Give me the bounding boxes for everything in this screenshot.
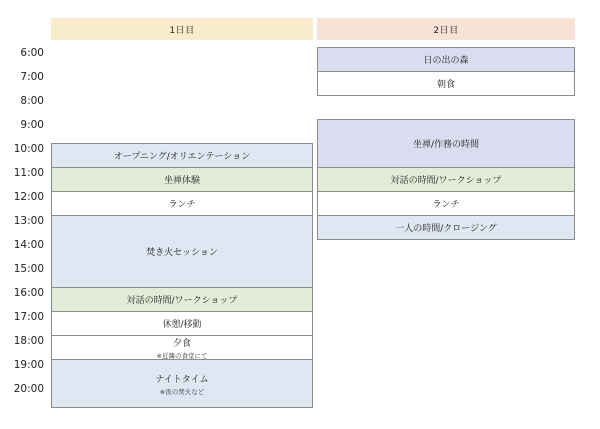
event-title: 対話の時間/ワークショップ <box>390 176 502 186</box>
time-label: 8:00 <box>20 95 44 107</box>
event-title: オープニング/オリエンテーション <box>113 152 251 162</box>
event-title: 焚き火セッション <box>146 248 218 258</box>
event-title: 坐禅/作務の時間 <box>412 140 480 150</box>
day1-header <box>51 18 313 40</box>
event-title: 日の出の森 <box>423 56 469 66</box>
time-label: 11:00 <box>13 167 44 179</box>
day1-event-break[interactable] <box>51 311 313 336</box>
time-label: 10:00 <box>13 143 44 155</box>
time-label: 15:00 <box>13 263 44 275</box>
day1-event-lunch[interactable] <box>51 191 313 216</box>
day2-event-breakfast[interactable] <box>317 71 575 96</box>
event-title: 休憩/移動 <box>162 320 202 330</box>
event-note: ※夜の焚火など <box>159 387 205 396</box>
day1-event-dinner[interactable] <box>51 335 313 360</box>
day1-event-workshop[interactable] <box>51 287 313 312</box>
day1-event-nighttime[interactable] <box>51 359 313 408</box>
event-title: 坐禅体験 <box>163 176 200 186</box>
day2-event-closing[interactable] <box>317 215 575 240</box>
day2-header <box>317 18 575 40</box>
event-title: 対話の時間/ワークショップ <box>126 296 238 306</box>
day2-label: 2日目 <box>433 25 459 36</box>
day1-event-bonfire-session[interactable] <box>51 215 313 288</box>
time-label: 7:00 <box>20 71 44 83</box>
day1-label: 1日目 <box>169 25 195 36</box>
day1-event-opening[interactable] <box>51 143 313 168</box>
event-note: ※近隣の食堂にて <box>156 351 208 360</box>
time-label: 18:00 <box>13 335 44 347</box>
event-title: ナイトタイム <box>155 374 209 385</box>
time-label: 17:00 <box>13 311 44 323</box>
day2-event-lunch[interactable] <box>317 191 575 216</box>
time-label: 13:00 <box>13 215 44 227</box>
day2-event-zazen-samu[interactable] <box>317 119 575 168</box>
event-title: 夕食 <box>172 338 191 349</box>
time-label: 6:00 <box>20 47 44 59</box>
day1-event-zazen[interactable] <box>51 167 313 192</box>
time-label: 14:00 <box>13 239 44 251</box>
time-label: 19:00 <box>13 359 44 371</box>
day2-event-workshop[interactable] <box>317 167 575 192</box>
time-label: 20:00 <box>13 383 44 395</box>
event-title: ランチ <box>168 200 196 210</box>
event-title: 一人の時間/クロージング <box>395 224 497 234</box>
event-title: 朝食 <box>436 80 455 90</box>
time-label: 16:00 <box>13 287 44 299</box>
event-title: ランチ <box>432 200 460 210</box>
time-label: 12:00 <box>13 191 44 203</box>
day2-event-sunrise-forest[interactable] <box>317 47 575 72</box>
time-label: 9:00 <box>20 119 44 131</box>
